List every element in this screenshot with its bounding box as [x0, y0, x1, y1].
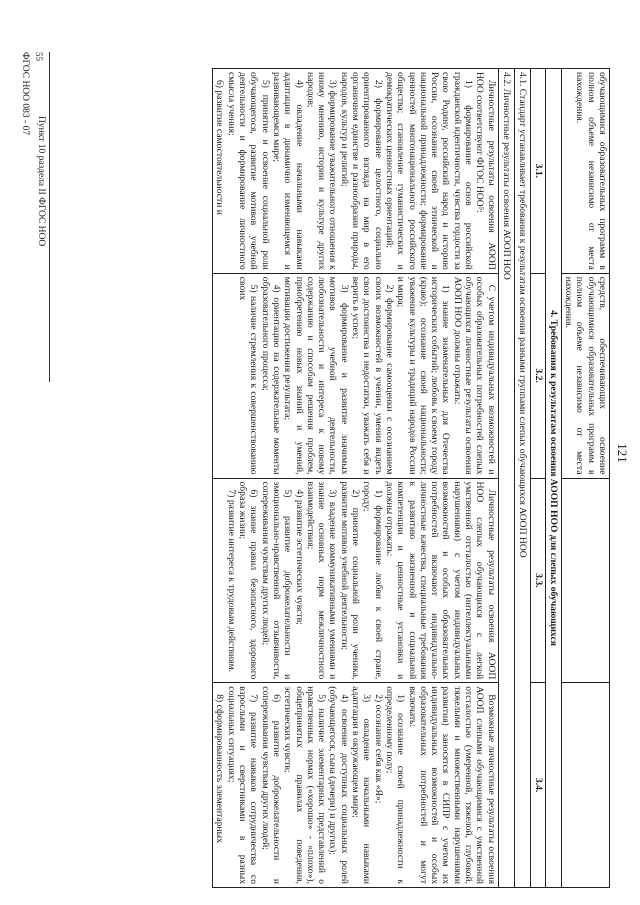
- paragraph: 3) формирование и развитие значимых мотивов учебной деятельности, любознательности и интереса к новому содержанию и способам решения проблем, приобретению новых знаний и умений, мотивации достижения результата;: [282, 276, 350, 475]
- top-cell-3: [561, 478, 609, 683]
- top-continuation-row: [561, 69, 609, 888]
- section-title-row: [545, 69, 561, 888]
- paragraph: 6) развитие самостоятельности и: [214, 80, 226, 215]
- paragraph: Личностные результаты освоения АООП НОО соответствуют ФГОС НОО⁵:: [474, 72, 497, 270]
- paragraph: Личностные результаты освоения АООП НОО слепых обучающихся с легкой умственной отсталостью (интеллектуальными нарушениями) с учетом индивидуальных возможностей и особых образовательных потребностей включают индивидуально-личностные качества, специальные требования к развитию жизненной и социальной компетенции и ценностные установки и должны отражать:: [383, 481, 497, 680]
- paragraph: 2) формирование целостного, социально ориентированного взгляда на мир в его органичном единстве и разнообразии природы, народов, культур и религий;: [338, 72, 384, 270]
- paragraph: 6) развитие доброжелательности и сопереживания чувствам других людей;: [259, 686, 282, 884]
- column-3-3: [213, 478, 498, 683]
- column-number: 3.3.: [531, 478, 545, 683]
- column-number: 3.1.: [531, 69, 545, 274]
- footnote-divider: [49, 52, 50, 382]
- paragraph: Возможные личностные результаты освоения АООП слепыми обучающимися с умственной отсталостью (умеренной, тяжелой, глубокой, тяжелыми и множественными нарушениями развития) заносятся в СИПР с учетом их индивидуальных возможностей и особых образовательных потребностей и могут включать:: [406, 686, 497, 884]
- paragraph: 2) осознание себя как «Я»;: [372, 694, 384, 804]
- requirements-table: [212, 68, 610, 888]
- paragraph: 8) сформированность элементарных: [214, 694, 226, 843]
- paragraph: 4) овладение начальными навыками адаптации в динамично изменяющемся и развивающемся мире;: [270, 72, 305, 270]
- column-number: 3.2.: [531, 273, 545, 478]
- top-cell-4: [561, 683, 609, 888]
- paragraph: 3) овладение начальными навыками адаптации в окружающем мире;: [350, 686, 373, 884]
- column-3-1: [213, 69, 498, 274]
- section-title: 4. Требования к результатам освоения АООП НОО для слепых обучающихся: [545, 69, 561, 888]
- paragraph: 4) развитие эстетических чувств;: [293, 489, 305, 625]
- paragraph: 4) ориентацию на содержательные моменты образовательного процесса;: [259, 276, 282, 475]
- paragraph: 5) развитие доброжелательности и эмоционально-нравственной отзывчивости, сопереживания чувствам других людей;: [259, 481, 294, 680]
- paragraph: 3) формирование уважительного отношения к иному мнению, истории и культуре других народов;: [304, 72, 339, 270]
- paragraph: С учетом индивидуальных возможностей и особых образовательных потребностей слепых обучающихся личностные результаты освоения АООП НОО должны отражать:: [451, 276, 497, 475]
- paragraph: 5) принятие и освоение социальной роли обучающегося, развитие мотивов учебной деятельности и формирование личностного смысла учения;: [225, 72, 271, 270]
- paragraph: 2) формирование самооценки с осознанием своих возможностей в учении, умения видеть свои достоинства и недостатки, уважать себя и верить в успех;: [350, 276, 395, 475]
- paragraph: 1) формирование любви к своей стране, городу;: [361, 481, 384, 680]
- paragraph: 7) развитие интереса к трудовым действиям.: [225, 489, 237, 673]
- paragraph: 4) освоение доступных социальных ролей (обучающегося, сына (дочери) и других);: [327, 686, 350, 884]
- page-number: 121: [615, 443, 630, 463]
- column-number-row: [531, 69, 545, 888]
- paragraph: 3) владение коммуникативными умениями и знание основных норм межличностного взаимодействия;: [304, 481, 339, 680]
- subsection-heading: 4.2. Личностные результаты освоения АООП НОО: [498, 69, 514, 888]
- top-cell-1: обучающимися образовательных программ в полном объеме независимо от места нахождения.: [561, 69, 609, 274]
- column-3-2: [213, 273, 498, 478]
- column-number: 3.4.: [531, 683, 545, 888]
- paragraph: 5) наличие стремления к совершенствованию своих: [237, 276, 260, 475]
- paragraph: 1) осознание своей принадлежности к определенному полу;: [383, 686, 407, 884]
- paragraph: 5) наличие элементарных представлений о нравственных нормах («хорошо» - «плохо»), общепринятых правилах поведения, эстетических чувств;: [282, 686, 328, 884]
- paragraph: 6) знание правил безопасного, здорового образа жизни;: [237, 481, 260, 680]
- standard-row: [514, 69, 530, 888]
- subsection-row: [498, 69, 514, 888]
- top-cell-2: средств, обеспечивающих освоение обучающимися образовательных программ в полном объеме независимо от места нахождения.: [561, 273, 609, 478]
- column-3-4: [213, 683, 498, 888]
- paragraph: 7) развитие навыков сотрудничества со взрослыми и сверстниками в разных социальных ситуациях;: [225, 686, 260, 884]
- paragraph: 2) принятие социальной роли ученика, развитие мотивов учебной деятельности;: [338, 481, 362, 680]
- paragraph: 1) знание знаменательных для Отечества исторических событий; любовь к своему городу (краю); осознание своей национальности; уважение культуры и традиций народов России и мира;: [395, 276, 452, 475]
- footnote-number: 55: [34, 52, 44, 61]
- footnote-reference: Пункт 10 раздела II ФГОС НОО: [36, 116, 46, 247]
- paragraph: 1) формирование основ российской гражданской идентичности, чувства гордости за свою Родину, российский народ и историю России, осознание своей этнической и национальной принадлежности; формирование ценностей многонационального российского общества; становление гуманистических и демократических ценностных ориентаций;: [383, 72, 475, 270]
- document-code: ФГОС НОО 083 - 07: [20, 52, 30, 136]
- standard-statement: 4.1. Стандарт устанавливает требования к результатам освоения разными группами слепых обучающихся АООП НОО: [514, 69, 530, 888]
- results-row: [213, 69, 498, 888]
